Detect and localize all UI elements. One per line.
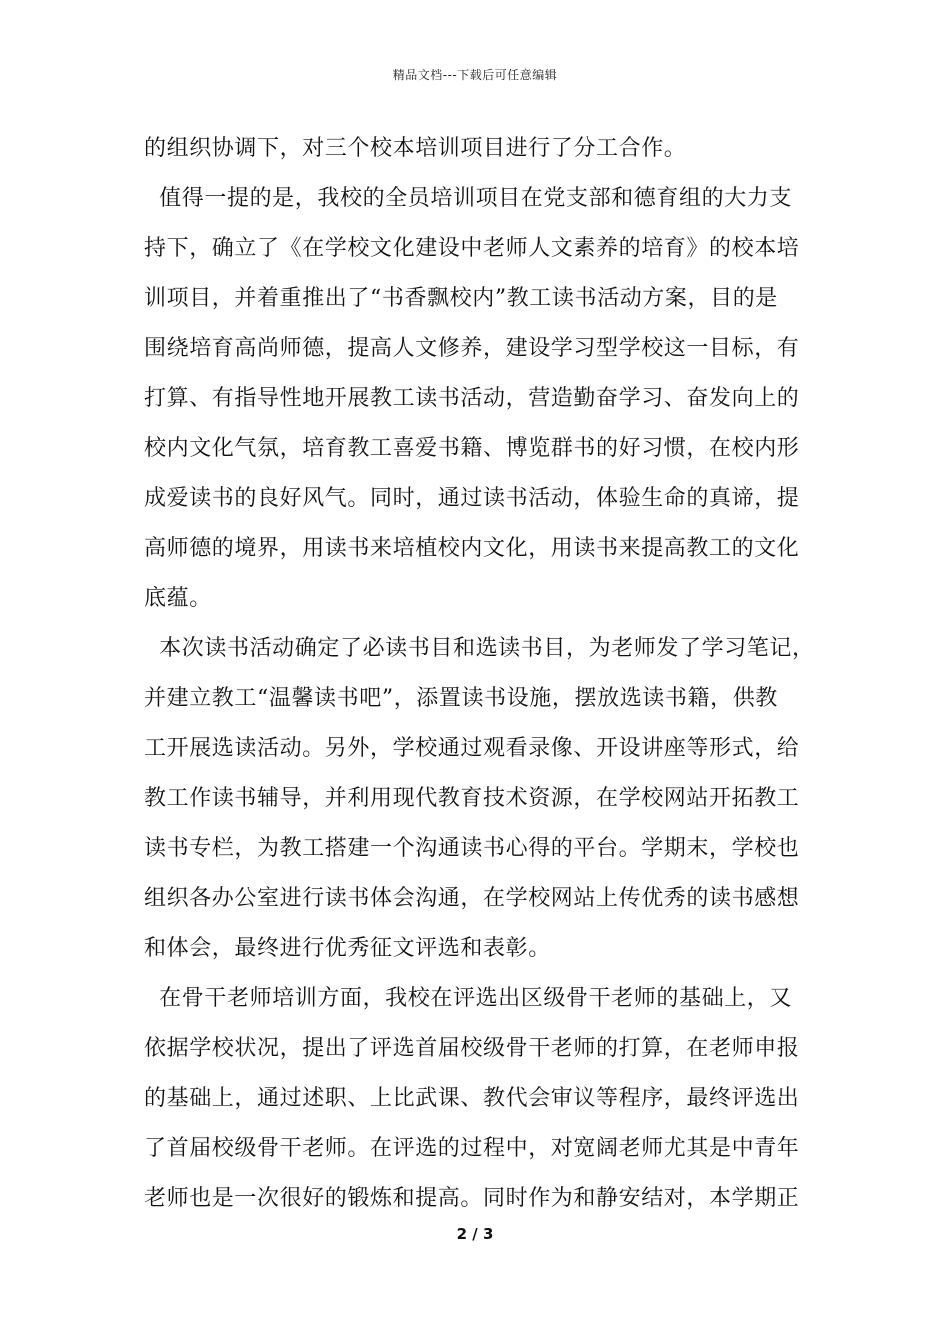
text-line: 并建立教工“温馨读书吧”，添置读书设施，摆放选读书籍，供教 — [144, 686, 778, 711]
text-line: 打算、有指导性地开展教工读书活动，营造勤奋学习、奋发向上的 — [144, 386, 800, 411]
text-line: 老师也是一次很好的锻炼和提高。同时作为和静安结对，本学期正 — [144, 1186, 800, 1211]
text-line: 依据学校状况，提出了评选首届校级骨干老师的打算，在老师申报 — [144, 1036, 800, 1061]
text-line: 本次读书活动确定了必读书目和选读书目，为老师发了学习笔记， — [144, 636, 815, 661]
text-line: 在骨干老师培训方面，我校在评选出区级骨干老师的基础上，又 — [144, 986, 792, 1011]
text-line: 工开展选读活动。另外，学校通过观看录像、开设讲座等形式，给 — [144, 736, 800, 761]
text-line: 读书专栏，为教工搭建一个沟通读书心得的平台。学期末，学校也 — [144, 836, 800, 861]
document-body — [144, 124, 816, 1224]
text-line: 持下，确立了《在学校文化建设中老师人文素养的培育》的校本培 — [144, 236, 800, 261]
text-line: 围绕培育高尚师德，提高人文修养，建设学习型学校这一目标，有 — [144, 336, 800, 361]
text-line: 的组织协调下，对三个校本培训项目进行了分工合作。 — [144, 136, 687, 161]
text-line: 了首届校级骨干老师。在评选的过程中，对宽阔老师尤其是中青年 — [144, 1136, 800, 1161]
text-line: 值得一提的是，我校的全员培训项目在党支部和德育组的大力支 — [144, 186, 792, 211]
text-line: 的基础上，通过述职、上比武课、教代会审议等程序，最终评选出 — [144, 1086, 800, 1111]
text-line: 高师德的境界，用读书来培植校内文化，用读书来提高教工的文化 — [144, 536, 800, 561]
text-line: 和体会，最终进行优秀征文评选和表彰。 — [144, 936, 551, 961]
text-line: 底蕴。 — [144, 586, 212, 611]
page-header: 精品文档---下载后可任意编辑 — [392, 68, 558, 82]
page-number: 2 / 3 — [456, 1225, 494, 1243]
text-line: 训项目，并着重推出了“书香飘校内”教工读书活动方案，目的是 — [144, 286, 778, 311]
text-line: 组织各办公室进行读书体会沟通，在学校网站上传优秀的读书感想 — [144, 886, 800, 911]
text-line: 成爱读书的良好风气。同时，通过读书活动，体验生命的真谛，提 — [144, 486, 800, 511]
text-line: 教工作读书辅导，并利用现代教育技术资源，在学校网站开拓教工 — [144, 786, 800, 811]
text-line: 校内文化气氛，培育教工喜爱书籍、博览群书的好习惯，在校内形 — [144, 436, 800, 461]
